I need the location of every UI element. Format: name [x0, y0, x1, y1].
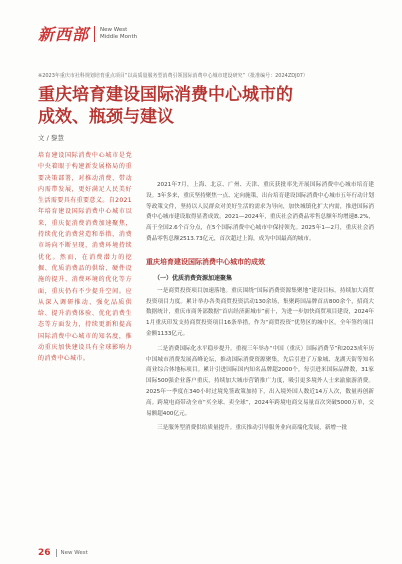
page-footer	[38, 548, 88, 558]
page-number: 26	[38, 548, 51, 558]
article-title	[38, 84, 293, 128]
fund-note: ※2023年重庆市社科规划培育重点项目“以高质量服务型消费引领国际消费中心城市建设研究”（批准编号：2024ZDJ07）	[38, 73, 308, 79]
author-line: 文 / 黎慧	[38, 134, 64, 142]
logo-en-line1: New West	[100, 27, 128, 33]
logo-english	[100, 27, 137, 40]
subsection-heading: （一）优质消费资源加速聚集	[154, 274, 233, 282]
body-column	[146, 180, 374, 434]
logo-text: 新西部	[38, 25, 90, 44]
intro-paragraph: 2021年7月，上海、北京、广州、天津、重庆获批率先开展国际消费中心城市培育建设。3年多来，重庆坚持聚焦一点、定向施策，出台培育建设国际消费中心城市五年行动计划等政策文件，坚持以人民群众对美好生活的需求为导向，加快城镇化扩大内需，推进国际消费中心城市建设取得显著成效。2021—2024年，重庆社会消费品零售总额年均增速8.2%，高于全国2.6个百分点，在5个国际消费中心城市中保持领先。2025年1—2月，重庆社会消费品零售总额2513.73亿元，首次超过上海，成为中国最高的城市。	[146, 182, 374, 242]
body-paragraph-1: 一是商贸投资项目加速落地。重庆围绕“国际消费资源集聚地”建设目标，持续加大商贸投资项目力度。累计举办各类商贸投资活动130余场，集聚跨国品牌首店800余个，招商大数据统计，重庆市商务部数据“首店经济新城市”前十，为进一步加快商贸项目建设，2024年1月重庆印发支持商贸投资项目16条举措，作为“商贸投资”优势区的城中区，全年签约项目金额1133亿元。	[146, 287, 374, 337]
abstract-column	[38, 150, 132, 545]
body-paragraph-2: 二是消费国际化水平稳步提升。重视三年举办“中国（重庆）国际消费节”和2023成年历中国城市消费发展高峰论坛，推动国际消费资源聚集，先后引进了万象城、龙湖天街等知名商业综合体地标项目。累计引进国际国内知名品牌超2000个，每引进米国际品牌数，31家国际500强企业落户重庆，持续加大城市营销推广力度，吸引更多境外人士来渝旅游消费。2025年一季度在340小时过境免签政策加持下，出入境外国人数近14万人次，数量再创新高。跨境电商带动全市“买全球、卖全球”，2024年跨境电商交易量首次突破5000万单，交易额超400亿元。	[146, 345, 374, 417]
section-heading: 重庆培育建设国际消费中心城市的成效	[146, 257, 265, 266]
logo-en-line2: Middle Month	[100, 33, 138, 40]
logo-divider	[94, 26, 95, 42]
page-header	[0, 0, 402, 64]
title-line-1: 重庆培育建设国际消费中心城市的	[38, 85, 293, 105]
footer-journal: New West	[60, 550, 88, 556]
body-paragraph-3: 三是服务型消费供给质量提升。重庆推动引导服务业向高端化发展，新增一批	[157, 425, 348, 432]
journal-logo	[38, 22, 137, 45]
abstract-text: 培育建设国际消费中心城市是党中央着眼于构建新发展格局的重要决策部署，对推动消费、带动内需带发展，更好满足人民美好生活需要具有重要意义。自2021年培育建设国际消费中心城市以来，重庆促消费消费加速聚焦，持续优化消费营造和举措，消费市场向不断呈现，消费环境持续优化。然而，在消费潜力的挖掘、优质消费品的供给、硬件设施的提升、消费环境的优化等方面，重庆仍有不少提升空间。应从深入调研推动、强化品质供给、提升消费体验、优化消费生态等方面发力，持续更新和提高国际消费中心城市的知名度，推动重庆加快建设具有全球影响力的消费中心城市。	[38, 152, 132, 363]
title-line-2: 成效、瓶颈与建议	[38, 107, 174, 127]
footer-divider	[56, 549, 57, 557]
